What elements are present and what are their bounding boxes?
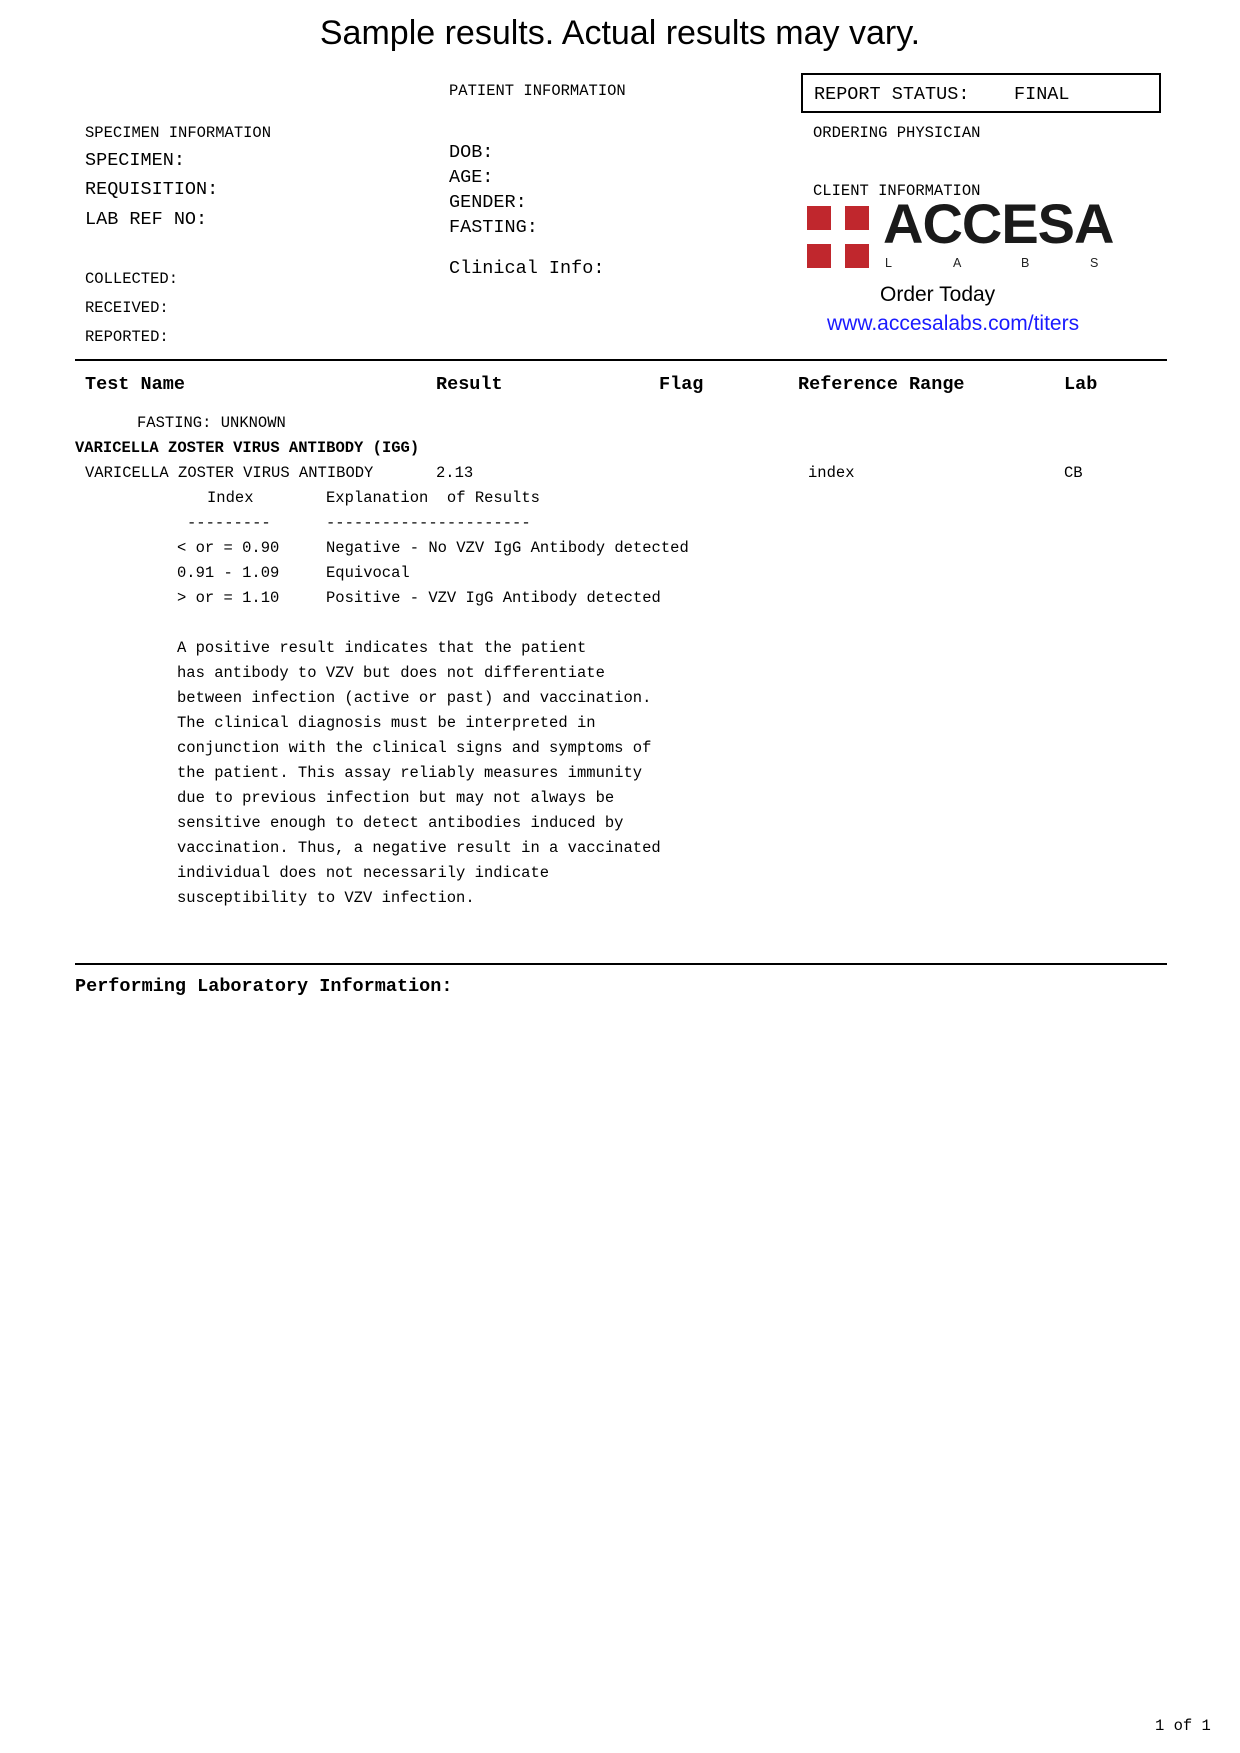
range-explanation: Negative - No VZV IgG Antibody detected (326, 539, 689, 557)
range-explanation: Positive - VZV IgG Antibody detected (326, 589, 661, 607)
col-header-result: Result (436, 374, 503, 395)
note-line: susceptibility to VZV infection. (177, 889, 475, 907)
titers-link[interactable]: www.accesalabs.com/titers (827, 312, 1080, 335)
note-line: sensitive enough to detect antibodies induced by (177, 814, 624, 832)
explanation-rule: ---------------------- (326, 514, 531, 532)
note-line: The clinical diagnosis must be interpreted in (177, 714, 596, 732)
dob-label: DOB: (449, 142, 494, 163)
lab-code-cell: CB (1064, 464, 1083, 482)
page-number: 1 of 1 (1155, 1717, 1211, 1735)
logo-labs-letter: B (1021, 256, 1030, 270)
logo-square-bottom-left (807, 244, 831, 268)
note-line: due to previous infection but may not always be (177, 789, 615, 807)
index-header: Index (207, 489, 254, 507)
logo-wordmark: ACCESA (883, 192, 1114, 255)
specimen-label: SPECIMEN: (85, 150, 185, 171)
range-index: 0.91 - 1.09 (177, 564, 280, 582)
logo-square-bottom-right (845, 244, 869, 268)
range-index: > or = 1.10 (177, 589, 280, 607)
specimen-info-heading: SPECIMEN INFORMATION (85, 124, 272, 142)
footer-divider (75, 963, 1167, 965)
order-today-text: Order Today (880, 283, 996, 306)
range-explanation: Equivocal (326, 564, 410, 582)
gender-label: GENDER: (449, 192, 527, 213)
lab-ref-label: LAB REF NO: (85, 209, 208, 230)
note-line: between infection (active or past) and vaccination. (177, 689, 652, 707)
report-status-label: REPORT STATUS: (814, 84, 970, 105)
reference-range-cell: index (808, 464, 855, 482)
test-name-cell: VARICELLA ZOSTER VIRUS ANTIBODY (85, 464, 374, 482)
col-header-reference-range: Reference Range (798, 374, 965, 395)
fasting-label: FASTING: (449, 217, 538, 238)
fasting-status-line: FASTING: UNKNOWN (137, 414, 286, 432)
note-line: vaccination. Thus, a negative result in a vaccinated (177, 839, 661, 857)
performing-lab-heading: Performing Laboratory Information: (75, 976, 453, 997)
logo-labs-letter: A (953, 256, 962, 270)
report-status-box (801, 73, 1161, 113)
logo-square-top-right (845, 206, 869, 230)
note-line: the patient. This assay reliably measures immunity (177, 764, 643, 782)
col-header-flag: Flag (659, 374, 704, 395)
col-header-lab: Lab (1064, 374, 1098, 395)
sample-disclaimer-banner: Sample results. Actual results may vary. (319, 14, 921, 52)
note-line: has antibody to VZV but does not differentiate (177, 664, 605, 682)
report-status-value: FINAL (1014, 84, 1070, 105)
collected-label: COLLECTED: (85, 270, 179, 288)
age-label: AGE: (449, 167, 494, 188)
note-line: A positive result indicates that the patient (177, 639, 587, 657)
index-rule: --------- (187, 514, 271, 532)
reported-label: REPORTED: (85, 328, 169, 346)
patient-info-heading: PATIENT INFORMATION (449, 82, 626, 100)
panel-name: VARICELLA ZOSTER VIRUS ANTIBODY (IGG) (75, 439, 420, 457)
col-header-test-name: Test Name (85, 374, 185, 395)
explanation-header: Explanation of Results (326, 489, 540, 507)
logo-labs-letter: S (1090, 256, 1099, 270)
header-divider (75, 359, 1167, 361)
logo-square-top-left (807, 206, 831, 230)
ordering-physician-heading: ORDERING PHYSICIAN (813, 124, 981, 142)
result-value-cell: 2.13 (436, 464, 474, 482)
clinical-info-label: Clinical Info: (449, 258, 605, 279)
range-index: < or = 0.90 (177, 539, 280, 557)
note-line: individual does not necessarily indicate (177, 864, 550, 882)
logo-labs-letter: L (885, 256, 892, 270)
requisition-label: REQUISITION: (85, 179, 219, 200)
note-line: conjunction with the clinical signs and symptoms of (177, 739, 652, 757)
received-label: RECEIVED: (85, 299, 169, 317)
client-info-heading: CLIENT INFORMATION (813, 182, 981, 200)
